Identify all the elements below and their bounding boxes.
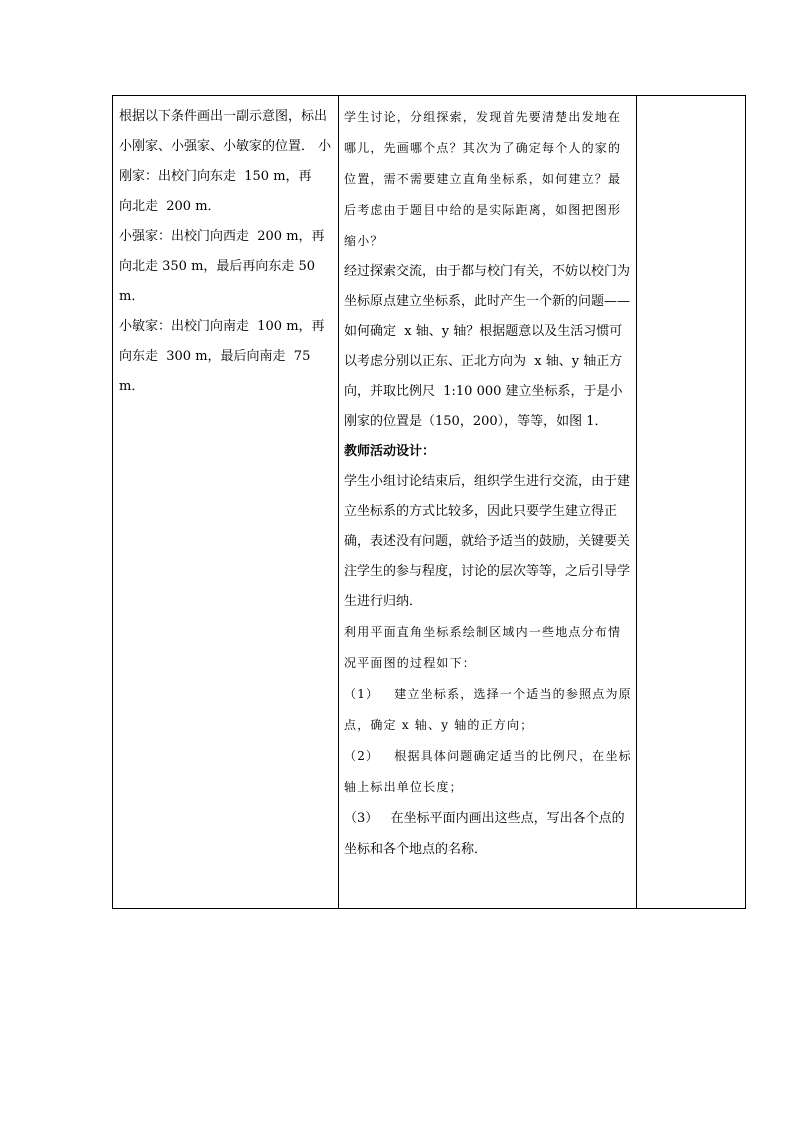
- process-intro: 利用平面直角坐标系绘制区域内一些地点分布情况平面图的过程如下：: [344, 625, 622, 670]
- teacher-text: 学生小组讨论结束后，组织学生进行交流，由于建立坐标系的方式比较多，因此只要学生建立得正确，表述没有问题，就给予适当的鼓励，关键要关注学生的参与程度，讨论的层次等等，之后引导学生进行归纳．: [344, 474, 631, 609]
- student-discussion: 学生讨论，分组探索，发现首先要清楚出发地在哪儿，先画哪个点？其次为了确定每个人的家的位置，需不需要建立直角坐标系，如何建立？最后考虑由于题目中给的是实际距离，如图把图形缩小？: [344, 110, 622, 248]
- teacher-heading: 教师活动设计：: [344, 444, 436, 459]
- problem-xiaomin: 小敏家：出校门向南走 100 m，再向东走 300 m，最后向南走 75 m．: [119, 319, 325, 394]
- notes-cell: [637, 96, 746, 909]
- problem-cell: [113, 96, 339, 909]
- notes-text: [637, 96, 745, 902]
- problem-statement: 根据以下条件画出一副示意图，标出小刚家、小强家、小敏家的位置． 小刚家：出校门向东走 150 m，再: [119, 109, 332, 184]
- exploration-text: 经过探索交流，由于都与校门有关，不妨以校门为坐标原点建立坐标系，此时产生一个新的问题——如何确定 x 轴、y 轴？根据题意以及生活习惯可以考虑分别以正东、正北方向为 x 轴、y 轴正方向，并取比例尺 1:10 000 建立坐标系，于是小刚家的位置是（150，200），等等，如图 1．: [344, 264, 631, 429]
- step-2: （2） 根据具体问题确定适当的比例尺，在坐标轴上标出单位长度；: [344, 749, 632, 794]
- problem-xiaoqiang: 小强家：出校门向西走 200 m，再向北走 350 m，最后再向东走 50 m．: [119, 229, 325, 304]
- problem-xiaogang-continued: 向北走 200 m．: [119, 199, 221, 214]
- lesson-table: [112, 95, 746, 909]
- step-1: （1） 建立坐标系，选择一个适当的参照点为原点，确定 x 轴、y 轴的正方向；: [344, 687, 632, 732]
- step-3: （3） 在坐标平面内画出这些点，写出各个点的坐标和各个地点的名称．: [344, 811, 625, 857]
- student-activity-cell: [339, 96, 637, 909]
- table-row: [113, 96, 746, 909]
